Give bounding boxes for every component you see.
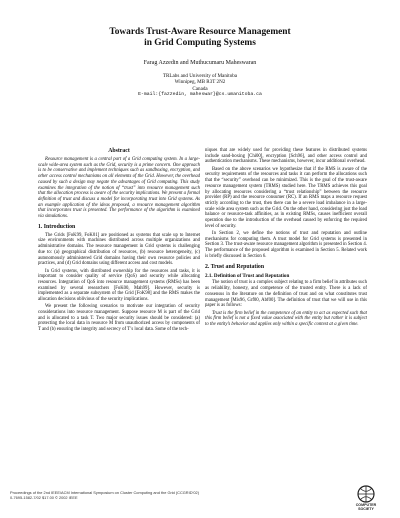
- author-email: E-mail:{fazzedin, maheswar}@cs.umanitoba.ca: [138, 92, 262, 98]
- left-column: [38, 148, 200, 334]
- body-paragraph: In Section 2, we define the notions of trust and reputation and outline mechanisms for computing them. A trust model for Grid systems is presented in Section 3. The trust-aware resource management algorithm is presented in Section 4. The performance of the proposed algorithm is examined in Section 5. Related work is briefly discussed in Section 6.: [205, 231, 367, 259]
- body-paragraph: Based on the above scenarios we hypothesize that if the RMS is aware of the security requirements of the resources and tasks it can perform the allocations such that the “security” overhead can be minimized. This is the goal of the trust-aware resource management system (TRMS) studied here. The TRMS achieves this goal by allocating resources considering a “trust relationship” between the resource provider (RP) and the resource consumer (RC). If an RMS maps a resource request strictly according to the trust, then there can be a severe load imbalance in a large-scale wide area system such as the Grid. On the other hand, considering just the load balance or resource-task affinities, as in existing RMSs, causes inefficient overall operation due to the introduction of the overhead caused by enforcing the required level of security.: [205, 166, 367, 229]
- right-column: [205, 148, 367, 329]
- intro-paragraph: In Grid systems, with distributed ownership for the resources and tasks, it is important to consider quality of service (QoS) and security while allocating resources. Integration of QoS into resource management systems (RMSs) has been examined by several researchers [FoK00, Mah99]. However, security is implemented as a separate subsystem of the Grid [FoK98] and the RMS makes the allocation decisions oblivious of the security implications.: [38, 268, 200, 303]
- affiliation-line: TRLabs and University of Manitoba: [162, 73, 238, 79]
- title-line-2: in Grid Computing Systems: [144, 38, 256, 48]
- affiliation-line: Winnipeg, MB R3T 2N2: [174, 79, 226, 86]
- paper-title: [0, 27, 400, 49]
- body-paragraph: niques that are widely used for providing these features in distributed systems include sand-boxing [Chi00], encryption [Sch96], and other access control and authentication mechanisms. These mechanisms, however, incur additional overhead.: [205, 148, 367, 165]
- abstract-text: Resource management is a central part of a Grid computing system. In a large-scale wide-area system such as the Grid, security is a prime concern. One approach is to be conservative and implement techniques such as sandboxing, encryption, and other access control mechanisms on all elements of the Grid. However, the overhead caused by such a design may negate the advantages of Grid computing. This study examines the integration of the notion of “trust” into resource management such that the allocation process is aware of the security implications. We present a formal definition of trust and discuss a model for incorporating trust into Grid systems. As an example application of the ideas proposed, a resource management algorithm that incorporates trust is presented. The performance of the algorithm is examined via simulations.: [38, 157, 200, 220]
- intro-paragraph: We present the following scenarios to motivate our integration of security considerations into resource management. Suppose resource M is part of the Grid and is allocated to a task T. Two major security issues should be considered: (a) protecting the local data in resource M from unauthorized access by components of T and (b) ensuring the integrity and secrecy of T’s local data. Some of the tech-: [38, 304, 200, 333]
- subsection-heading-definition: 2.1. Definition of Trust and Reputation: [205, 272, 290, 279]
- affiliation-block: [0, 73, 400, 99]
- page-footer: [10, 490, 310, 500]
- trust-definition-quote: Trust is the firm belief in the competence of an entity to act as expected such that this firm belief is not a fixed value associated with the entity but rather it is subject to the entity’s behavior and applies only within a specific context at a given time.: [205, 310, 367, 327]
- title-line-1: Towards Trust-Aware Resource Management: [109, 27, 291, 37]
- section-heading-introduction: 1. Introduction: [38, 223, 76, 230]
- body-paragraph: The notion of trust is a complex subject relating to a firm belief in attributes such as reliability, honesty, and competence of the trusted entity. There is a lack of consensus in the literature on the definition of trust and on what constitutes trust management [Mis96, Grf00, Abf00]. The definition of trust that we will use in this paper is as follows:: [205, 280, 367, 309]
- logo-text-line: SOCIETY: [358, 507, 374, 511]
- logo-text-line: COMPUTER: [355, 503, 377, 507]
- abstract-heading: Abstract: [108, 148, 130, 154]
- intro-paragraph: The Grids [FoK99, FoK01] are positioned as systems that scale up to Internet size environments with machines distributed across multiple organizations and administrative domains. The resource management in Grid systems is challenging due to: (a) geographical distribution of resources, (b) resource heterogeneity, (c) autonomously administered Grid domains having their own resource policies and practices, and (d) Grid domains using different access and cost models.: [38, 232, 200, 267]
- affiliation-line: Canada: [192, 85, 208, 92]
- logo-text: [344, 503, 388, 511]
- footer-proceedings: Proceedings of the 2nd IEEE/ACM International Symposium on Cluster Computing and the Grid (CCGRID’02): [10, 490, 199, 495]
- footer-isbn: 0-7695-1582-7/02 $17.00 © 2002 IEEE: [10, 495, 78, 500]
- authors: Farag Azzedin and Muthucumaru Maheswaran: [143, 60, 257, 66]
- section-heading-trust-reputation: 2. Trust and Reputation: [205, 263, 265, 270]
